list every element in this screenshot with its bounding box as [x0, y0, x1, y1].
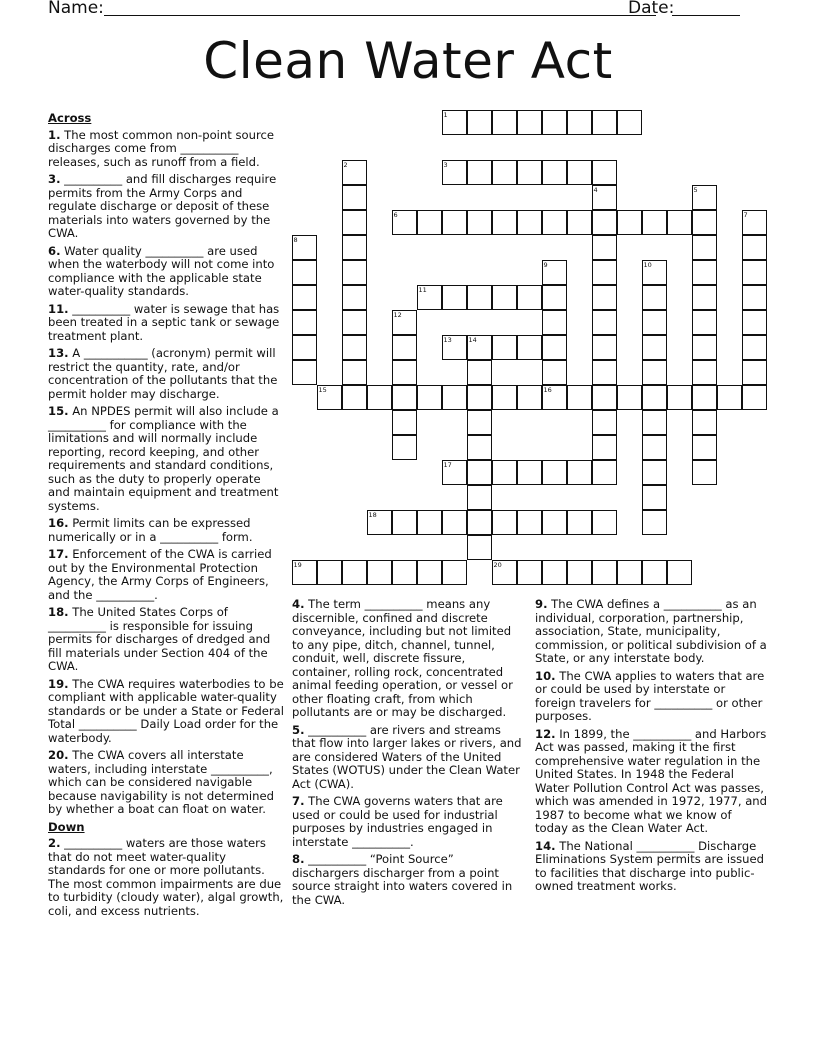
clue-number: 5.	[292, 722, 305, 737]
grid-cell[interactable]	[342, 335, 367, 360]
clue-text: __________ and fill discharges require permits from the Army Corps and regulate discharge or deposit of these materials into waters governed by the CWA.	[48, 172, 277, 240]
grid-cell[interactable]	[592, 560, 617, 585]
grid-cell[interactable]	[417, 285, 442, 310]
clue-17	[48, 548, 284, 602]
grid-cell[interactable]	[517, 385, 542, 410]
grid-cell[interactable]	[642, 335, 667, 360]
grid-cell[interactable]	[692, 235, 717, 260]
grid-cell[interactable]	[342, 235, 367, 260]
grid-cell-number: 13	[443, 335, 452, 344]
grid-cell-number: 18	[368, 510, 377, 519]
clue-number: 1.	[48, 127, 61, 142]
clue-text: The CWA covers all interstate waters, including interstate __________, which can be considered navigable because navigability is not determined by whether a boat can float on water.	[48, 748, 274, 816]
clue-text: An NPDES permit will also include a __________ for compliance with the limitations and will normally include reporting, record keeping, and other requirements and standard conditions, such as the duty to properly operate and maintain equipment and treatment systems.	[48, 404, 279, 513]
clue-number: 18.	[48, 605, 69, 619]
clues-middle-column	[292, 598, 524, 911]
grid-cell[interactable]	[567, 510, 592, 535]
grid-cell-number: 9	[543, 260, 548, 269]
grid-cell[interactable]	[642, 360, 667, 385]
grid-cell-number: 16	[543, 385, 552, 394]
grid-cell[interactable]	[442, 110, 467, 135]
grid-cell[interactable]	[317, 385, 342, 410]
grid-cell[interactable]	[292, 235, 317, 260]
grid-cell[interactable]	[742, 385, 767, 410]
grid-cell[interactable]	[692, 460, 717, 485]
grid-cell[interactable]	[442, 285, 467, 310]
grid-cell[interactable]	[642, 435, 667, 460]
grid-cell[interactable]	[417, 385, 442, 410]
grid-cell[interactable]	[467, 485, 492, 510]
grid-cell-number: 8	[293, 235, 298, 244]
grid-cell[interactable]	[417, 510, 442, 535]
grid-cell[interactable]	[492, 285, 517, 310]
date-field[interactable]	[672, 15, 740, 16]
clue-text: The CWA governs waters that are used or could be used for industrial purposes by industries engaged in interstate __________.	[292, 794, 503, 849]
grid-cell[interactable]	[342, 160, 367, 185]
across-clue-list	[48, 129, 284, 817]
clue-text: __________ water is sewage that has been treated in a septic tank or sewage treatment plant.	[48, 301, 280, 343]
grid-cell-number: 17	[443, 460, 452, 469]
grid-cell[interactable]	[742, 285, 767, 310]
clue-text: __________ are rivers and streams that flow into larger lakes or rivers, and are considered Waters of the United States (WOTUS) under the Clean Water Act (CWA).	[292, 722, 522, 791]
grid-cell[interactable]	[517, 110, 542, 135]
clue-number: 20.	[48, 748, 69, 762]
clue-13	[48, 347, 284, 401]
clue-text: In 1899, the __________ and Harbors Act was passed, making it the first comprehensive water regulation in the United States. In 1948 the Federal Water Pollution Control Act was passes, which was amended in 1972, 1977, and 1987 to become what we know of today as the Clean Water Act.	[535, 726, 768, 835]
grid-cell[interactable]	[642, 560, 667, 585]
grid-cell[interactable]	[592, 235, 617, 260]
grid-cell[interactable]	[467, 285, 492, 310]
clue-7	[292, 795, 524, 849]
clue-number: 12.	[535, 726, 556, 741]
clue-number: 10.	[535, 668, 556, 683]
grid-cell[interactable]	[592, 410, 617, 435]
grid-cell[interactable]	[592, 285, 617, 310]
grid-cell[interactable]	[667, 560, 692, 585]
grid-cell[interactable]	[392, 385, 417, 410]
grid-cell[interactable]	[392, 360, 417, 385]
grid-cell[interactable]	[342, 385, 367, 410]
clue-number: 7.	[292, 794, 305, 808]
grid-cell[interactable]	[342, 210, 367, 235]
grid-cell[interactable]	[592, 460, 617, 485]
grid-cell[interactable]	[642, 385, 667, 410]
grid-cell[interactable]	[742, 260, 767, 285]
grid-cell-number: 3	[443, 160, 448, 169]
grid-cell[interactable]	[442, 335, 467, 360]
clue-text: __________ “Point Source” dischargers discharger from a point source straight into waters covered in the CWA.	[292, 852, 513, 907]
grid-cell[interactable]	[567, 385, 592, 410]
name-date-header	[48, 0, 748, 24]
clue-number: 6.	[48, 243, 61, 258]
grid-cell[interactable]	[717, 385, 742, 410]
grid-cell[interactable]	[542, 310, 567, 335]
grid-cell[interactable]	[542, 510, 567, 535]
grid-cell[interactable]	[467, 210, 492, 235]
clue-4	[292, 598, 524, 720]
clue-number: 17.	[48, 547, 69, 561]
grid-cell[interactable]	[642, 510, 667, 535]
grid-cell[interactable]	[517, 460, 542, 485]
grid-cell[interactable]	[442, 460, 467, 485]
grid-cell[interactable]	[692, 435, 717, 460]
grid-cell[interactable]	[592, 435, 617, 460]
grid-cell[interactable]	[542, 560, 567, 585]
clue-1	[48, 129, 284, 170]
down-clue-list	[48, 837, 284, 918]
grid-cell[interactable]	[567, 210, 592, 235]
grid-cell[interactable]	[642, 260, 667, 285]
grid-cell[interactable]	[617, 210, 642, 235]
clue-8	[292, 853, 524, 907]
grid-cell[interactable]	[567, 560, 592, 585]
grid-cell-number: 10	[643, 260, 652, 269]
grid-cell[interactable]	[592, 160, 617, 185]
clue-text: The United States Corps of __________ is responsible for issuing permits for discharges of dredged and fill materials under Section 404 of the CWA.	[48, 605, 271, 673]
clue-text: The CWA requires waterbodies to be compliant with applicable water-quality standards or be under a State or Federal Total __________ Daily Load order for the waterbody.	[48, 676, 284, 745]
grid-cell[interactable]	[542, 360, 567, 385]
grid-cell[interactable]	[542, 285, 567, 310]
grid-cell[interactable]	[342, 360, 367, 385]
grid-cell[interactable]	[492, 510, 517, 535]
clue-text: Permit limits can be expressed numerically or in a __________ form.	[48, 516, 253, 544]
grid-cell[interactable]	[542, 110, 567, 135]
grid-cell[interactable]	[492, 460, 517, 485]
grid-cell[interactable]	[692, 310, 717, 335]
grid-cell[interactable]	[392, 335, 417, 360]
grid-cell[interactable]	[742, 360, 767, 385]
grid-cell[interactable]	[392, 435, 417, 460]
grid-cell[interactable]	[467, 410, 492, 435]
grid-cell[interactable]	[542, 335, 567, 360]
grid-cell[interactable]	[492, 335, 517, 360]
clue-18	[48, 606, 284, 674]
clue-number: 14.	[535, 838, 556, 853]
grid-cell[interactable]	[742, 310, 767, 335]
grid-cell[interactable]	[617, 110, 642, 135]
grid-cell[interactable]	[417, 560, 442, 585]
grid-cell[interactable]	[467, 510, 492, 535]
grid-cell[interactable]	[692, 385, 717, 410]
grid-cell[interactable]	[692, 335, 717, 360]
clue-text: A ___________ (acronym) permit will restrict the quantity, rate, and/or concentration of the pollutants that the permit holder may discharge.	[48, 346, 278, 401]
grid-cell[interactable]	[542, 160, 567, 185]
clue-text: The CWA applies to waters that are or could be used by interstate or foreign travelers for __________ or other purposes.	[535, 668, 765, 723]
grid-cell[interactable]	[542, 460, 567, 485]
grid-cell[interactable]	[592, 110, 617, 135]
clues-right-column	[535, 598, 767, 898]
clue-text: Water quality __________ are used when the waterbody will not come into compliance with the applicable state water-quality standards.	[48, 243, 275, 298]
clue-number: 15.	[48, 404, 69, 418]
grid-cell-number: 15	[318, 385, 327, 394]
clue-text: Enforcement of the CWA is carried out by the Environmental Protection Agency, the Army Corps of Engineers, and the __________.	[48, 547, 272, 602]
grid-cell[interactable]	[642, 485, 667, 510]
grid-cell[interactable]	[292, 360, 317, 385]
clue-20	[48, 749, 284, 817]
grid-cell[interactable]	[467, 110, 492, 135]
grid-cell[interactable]	[342, 185, 367, 210]
grid-cell[interactable]	[642, 285, 667, 310]
grid-cell[interactable]	[517, 510, 542, 535]
grid-cell-number: 5	[693, 185, 698, 194]
grid-cell[interactable]	[667, 385, 692, 410]
grid-cell[interactable]	[692, 410, 717, 435]
grid-cell[interactable]	[442, 510, 467, 535]
clue-text: The term __________ means any discernible, confined and discrete conveyance, including but not limited to any pipe, ditch, channel, tunnel, conduit, well, discrete fissure, container, rolling rock, concentrated animal feeding operation, or vessel or other floating craft, from which pollutants are or may be discharged.	[292, 597, 513, 719]
grid-cell[interactable]	[492, 560, 517, 585]
grid-cell[interactable]	[592, 510, 617, 535]
grid-cell[interactable]	[342, 310, 367, 335]
grid-cell[interactable]	[667, 210, 692, 235]
grid-cell[interactable]	[442, 385, 467, 410]
grid-cell[interactable]	[692, 285, 717, 310]
grid-cell-number: 20	[493, 560, 502, 569]
grid-cell-number: 6	[393, 210, 398, 219]
grid-cell[interactable]	[292, 335, 317, 360]
clue-11	[48, 303, 284, 344]
grid-cell[interactable]	[292, 285, 317, 310]
grid-cell[interactable]	[642, 210, 667, 235]
clue-number: 13.	[48, 346, 69, 360]
grid-cell[interactable]	[517, 335, 542, 360]
clue-number: 2.	[48, 836, 61, 850]
grid-cell[interactable]	[392, 560, 417, 585]
clue-16	[48, 517, 284, 544]
clue-number: 8.	[292, 852, 305, 866]
grid-cell[interactable]	[742, 235, 767, 260]
grid-cell[interactable]	[642, 410, 667, 435]
grid-cell[interactable]	[442, 560, 467, 585]
grid-cell[interactable]	[392, 310, 417, 335]
grid-cell[interactable]	[492, 210, 517, 235]
down-heading: Down	[48, 819, 85, 834]
grid-cell[interactable]	[467, 435, 492, 460]
clue-number: 11.	[48, 301, 69, 316]
clue-3	[48, 173, 284, 241]
grid-cell[interactable]	[642, 460, 667, 485]
grid-cell[interactable]	[542, 210, 567, 235]
clue-number: 3.	[48, 172, 61, 186]
grid-cell[interactable]	[517, 160, 542, 185]
clue-9	[535, 598, 767, 666]
grid-cell[interactable]	[642, 310, 667, 335]
grid-cell-number: 4	[593, 185, 598, 194]
grid-cell[interactable]	[442, 160, 467, 185]
grid-cell[interactable]	[392, 510, 417, 535]
across-heading: Across	[48, 111, 92, 125]
grid-cell[interactable]	[692, 185, 717, 210]
grid-cell[interactable]	[292, 260, 317, 285]
clue-text: The most common non-point source discharges come from __________ releases, such as runoff from a field.	[48, 127, 274, 169]
grid-cell-number: 7	[743, 210, 748, 219]
clue-number: 16.	[48, 516, 69, 530]
grid-cell[interactable]	[467, 385, 492, 410]
grid-cell[interactable]	[517, 560, 542, 585]
name-field[interactable]	[104, 15, 656, 16]
grid-cell[interactable]	[367, 560, 392, 585]
grid-cell[interactable]	[342, 285, 367, 310]
grid-cell-number: 11	[418, 285, 427, 294]
clues-left-column	[48, 112, 284, 922]
date-label: Date:	[628, 0, 675, 18]
grid-cell[interactable]	[567, 160, 592, 185]
grid-cell[interactable]	[467, 360, 492, 385]
grid-cell[interactable]	[592, 210, 617, 235]
grid-cell-number: 12	[393, 310, 402, 319]
clue-number: 19.	[48, 676, 69, 691]
grid-cell[interactable]	[492, 385, 517, 410]
clue-2	[48, 837, 284, 918]
grid-cell[interactable]	[592, 310, 617, 335]
grid-cell[interactable]	[467, 160, 492, 185]
clue-15	[48, 405, 284, 513]
grid-cell[interactable]	[592, 360, 617, 385]
grid-cell[interactable]	[742, 335, 767, 360]
grid-cell-number: 14	[468, 335, 477, 344]
grid-cell[interactable]	[592, 260, 617, 285]
clue-number: 4.	[292, 597, 305, 611]
grid-cell[interactable]	[692, 260, 717, 285]
grid-cell[interactable]	[392, 410, 417, 435]
grid-cell[interactable]	[292, 310, 317, 335]
grid-cell[interactable]	[542, 260, 567, 285]
clue-19	[48, 678, 284, 746]
grid-cell[interactable]	[467, 535, 492, 560]
grid-cell[interactable]	[492, 160, 517, 185]
clue-12	[535, 728, 767, 836]
grid-cell[interactable]	[692, 360, 717, 385]
grid-cell[interactable]	[517, 210, 542, 235]
name-label: Name:	[48, 0, 104, 18]
grid-cell[interactable]	[367, 385, 392, 410]
grid-cell[interactable]	[417, 210, 442, 235]
page-title: Clean Water Act	[203, 32, 613, 90]
grid-cell[interactable]	[567, 110, 592, 135]
grid-cell[interactable]	[392, 210, 417, 235]
grid-cell[interactable]	[442, 210, 467, 235]
clue-6	[48, 245, 284, 299]
grid-cell[interactable]	[292, 560, 317, 585]
grid-cell[interactable]	[617, 385, 642, 410]
grid-cell[interactable]	[617, 560, 642, 585]
grid-cell-number: 2	[343, 160, 348, 169]
grid-cell[interactable]	[592, 335, 617, 360]
grid-cell[interactable]	[317, 560, 342, 585]
grid-cell[interactable]	[467, 460, 492, 485]
grid-cell[interactable]	[492, 110, 517, 135]
clue-text: The National __________ Discharge Eliminations System permits are issued to facilities that discharge into public-owned treatment works.	[535, 838, 765, 893]
clue-number: 9.	[535, 597, 548, 611]
grid-cell[interactable]	[517, 285, 542, 310]
grid-cell[interactable]	[467, 335, 492, 360]
clue-14	[535, 840, 767, 894]
grid-cell[interactable]	[592, 185, 617, 210]
grid-cell[interactable]	[692, 210, 717, 235]
grid-cell[interactable]	[742, 210, 767, 235]
grid-cell[interactable]	[592, 385, 617, 410]
grid-cell[interactable]	[367, 510, 392, 535]
grid-cell-number: 19	[293, 560, 302, 569]
grid-cell[interactable]	[567, 460, 592, 485]
grid-cell[interactable]	[342, 260, 367, 285]
clue-5	[292, 724, 524, 792]
grid-cell-number: 1	[443, 110, 448, 119]
grid-cell[interactable]	[342, 560, 367, 585]
clue-10	[535, 670, 767, 724]
clue-text: __________ waters are those waters that do not meet water-quality standards for one or more pollutants. The most common impairments are due to turbidity (cloudy water), algal growth, coli, and excess nutrients.	[48, 836, 284, 918]
grid-cell[interactable]	[542, 385, 567, 410]
clue-text: The CWA defines a __________ as an individual, corporation, partnership, association, State, municipality, commission, or political subdivision of a State, or any interstate body.	[535, 597, 767, 665]
